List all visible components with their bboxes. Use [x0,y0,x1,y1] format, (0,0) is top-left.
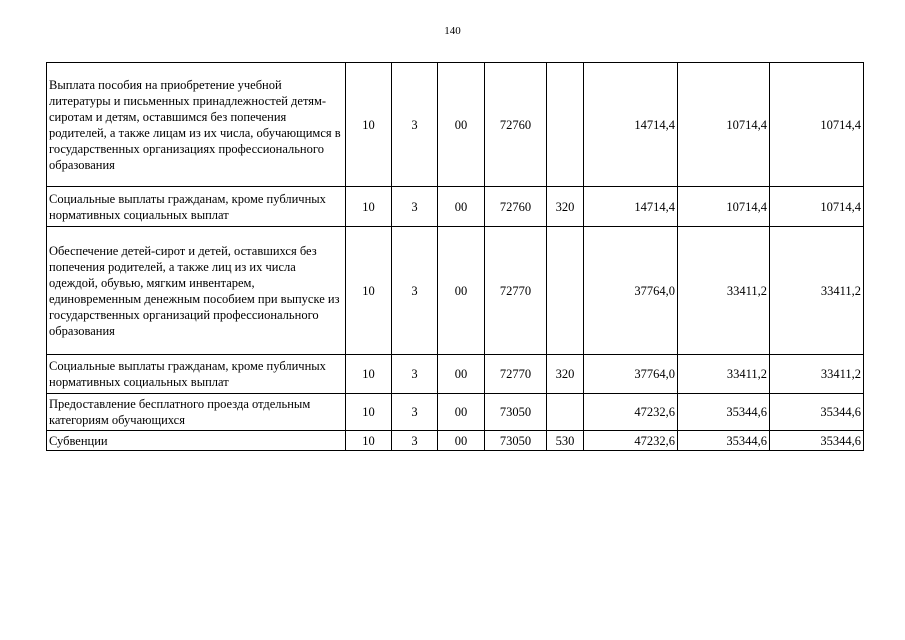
row-name: Обеспечение детей-сирот и детей, оставшихся без попечения родителей, а также лиц из их числа одеждой, обувью, мягким инвентарем, единовременным денежным пособием при выпуске из государственных организаций профессионального образования [47,227,346,355]
amount-year3: 10714,4 [770,63,864,187]
amount-year1: 47232,6 [584,431,678,451]
amount-year2: 33411,2 [678,355,770,394]
amount-year2: 35344,6 [678,394,770,431]
target-article-part2: 72770 [485,355,547,394]
amount-year1: 14714,4 [584,187,678,227]
amount-year3: 35344,6 [770,431,864,451]
section-code: 10 [346,394,392,431]
target-article-part1: 00 [438,227,485,355]
target-article-part2: 73050 [485,394,547,431]
row-name: Социальные выплаты гражданам, кроме публичных нормативных социальных выплат [47,355,346,394]
row-name: Предоставление бесплатного проезда отдельным категориям обучающихся [47,394,346,431]
amount-year2: 10714,4 [678,63,770,187]
amount-year2: 10714,4 [678,187,770,227]
amount-year2: 33411,2 [678,227,770,355]
table-row [47,227,864,355]
section-code: 10 [346,63,392,187]
amount-year1: 37764,0 [584,355,678,394]
page-number: 140 [444,25,461,37]
section-code: 10 [346,355,392,394]
budget-table [46,62,864,451]
table-row [47,63,864,187]
table-row [47,431,864,451]
subsection-code: 3 [392,187,438,227]
target-article-part1: 00 [438,63,485,187]
table-row [47,355,864,394]
table-row [47,394,864,431]
amount-year3: 10714,4 [770,187,864,227]
row-name: Социальные выплаты гражданам, кроме публичных нормативных социальных выплат [47,187,346,227]
target-article-part1: 00 [438,355,485,394]
row-name: Субвенции [47,431,346,451]
expense-type [547,63,584,187]
expense-type: 320 [547,355,584,394]
expense-type: 530 [547,431,584,451]
section-code: 10 [346,227,392,355]
section-code: 10 [346,431,392,451]
target-article-part1: 00 [438,187,485,227]
amount-year1: 37764,0 [584,227,678,355]
amount-year1: 14714,4 [584,63,678,187]
table-row [47,187,864,227]
amount-year1: 47232,6 [584,394,678,431]
subsection-code: 3 [392,394,438,431]
target-article-part2: 72770 [485,227,547,355]
target-article-part2: 72760 [485,187,547,227]
amount-year2: 35344,6 [678,431,770,451]
subsection-code: 3 [392,63,438,187]
amount-year3: 35344,6 [770,394,864,431]
target-article-part2: 73050 [485,431,547,451]
expense-type: 320 [547,187,584,227]
subsection-code: 3 [392,431,438,451]
row-name: Выплата пособия на приобретение учебной литературы и письменных принадлежностей детям-сиротам и детям, оставшимся без попечения родителей, а также лицам из их числа, обучающимся в государственных организациях профессионального образования [47,63,346,187]
section-code: 10 [346,187,392,227]
subsection-code: 3 [392,355,438,394]
target-article-part1: 00 [438,431,485,451]
expense-type [547,227,584,355]
amount-year3: 33411,2 [770,355,864,394]
amount-year3: 33411,2 [770,227,864,355]
target-article-part1: 00 [438,394,485,431]
expense-type [547,394,584,431]
subsection-code: 3 [392,227,438,355]
target-article-part2: 72760 [485,63,547,187]
